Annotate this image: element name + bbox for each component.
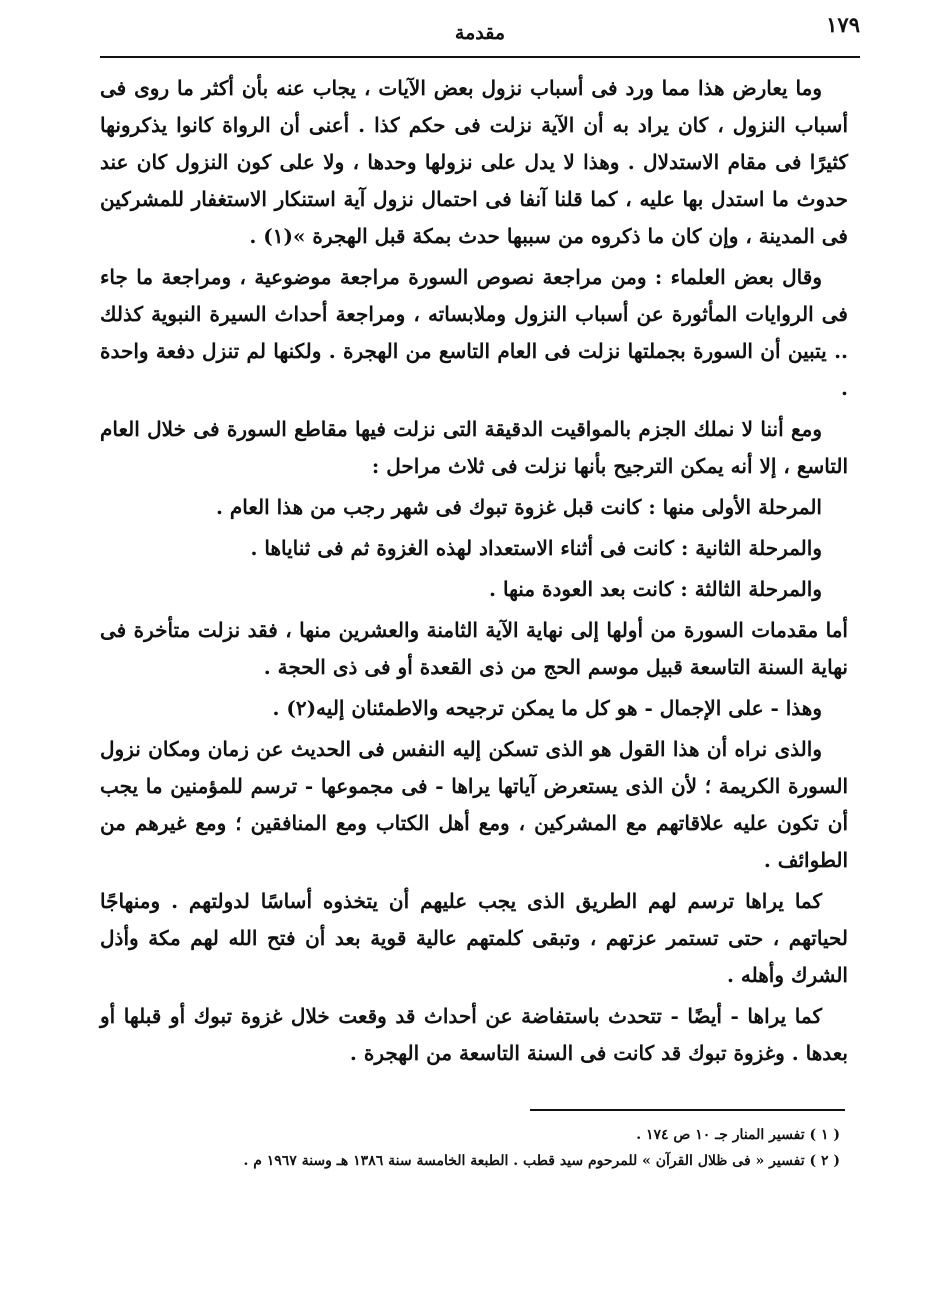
footnote-rule xyxy=(530,1109,845,1111)
paragraph: وهذا - على الإجمال - هو كل ما يمكن ترجيحه والاطمئنان إليه(٢) . xyxy=(272,696,822,720)
paragraph: وقال بعض العلماء : ومن مراجعة نصوص السورة مراجعة موضوعية ، ومراجعة ما جاء فى الروايات المأثورة عن أسباب النزول وملابساته ، ومراجعة أحداث السيرة النبوية كذلك .. يتبين أن السورة بجملتها نزلت فى العام التاسع من الهجرة . ولكنها لم تنزل دفعة واحدة . xyxy=(100,265,848,400)
paragraph: وما يعارض هذا مما ورد فى أسباب نزول بعض الآيات ، يجاب عنه بأن أكثر ما روى فى أسباب النزول ، كان يراد به أن الآية نزلت فى حكم كذا . أعنى أن الرواة كانوا يذكرونها كثيرًا فى مقام الاستدلال . وهذا لا يدل على نزولها وحدها ، ولا على كون النزول كان عند حدوث ما استدل بها عليه ، كما قلنا آنفا فى احتمال نزول آية استنكار الاستغفار للمشركين فى المدينة ، وإن كان ما ذكروه من سببها حدث بمكة قبل الهجرة »(١) . xyxy=(100,76,848,248)
running-title: مقدمة xyxy=(454,22,506,44)
paragraph: ومع أننا لا نملك الجزم بالمواقيت الدقيقة التى نزلت فيها مقاطع السورة فى خلال العام التاسع ، إلا أنه يمكن الترجيح بأنها نزلت فى ثلاث مراحل : xyxy=(100,417,848,478)
paragraph: والذى نراه أن هذا القول هو الذى تسكن إليه النفس فى الحديث عن زمان ومكان نزول السورة الكريمة ؛ لأن الذى يستعرض آياتها يراها - فى مجموعها - ترسم للمؤمنين ما يجب أن تكون عليه علاقاتهم مع المشركين ، ومع أهل الكتاب ومع المنافقين ؛ ومع غيرهم من الطوائف . xyxy=(100,737,848,872)
body-text xyxy=(100,70,848,1076)
header-rule xyxy=(100,56,860,58)
footnote: ( ٢ ) تفسير « فى ظلال القرآن » للمرحوم سيد قطب . الطبعة الخامسة سنة ١٣٨٦ هـ وسنة ١٩٦٧ م . xyxy=(243,1153,840,1169)
page-number: ١٧٩ xyxy=(826,12,860,37)
paragraph: كما يراها - أيضًا - تتحدث باستفاضة عن أحداث قد وقعت خلال غزوة تبوك أو قبلها أو بعدها . وغزوة تبوك قد كانت فى السنة التاسعة من الهجرة . xyxy=(100,1004,848,1065)
page-header xyxy=(100,8,860,48)
paragraph: المرحلة الأولى منها : كانت قبل غزوة تبوك فى شهر رجب من هذا العام . xyxy=(215,495,822,519)
paragraph: والمرحلة الثالثة : كانت بعد العودة منها . xyxy=(489,577,822,601)
paragraph: أما مقدمات السورة من أولها إلى نهاية الآية الثامنة والعشرين منها ، فقد نزلت متأخرة فى نهاية السنة التاسعة قبيل موسم الحج من ذى القعدة أو فى ذى الحجة . xyxy=(100,618,848,679)
footnote: ( ١ ) تفسير المنار جـ ١٠ ص ١٧٤ . xyxy=(636,1127,840,1143)
footnotes xyxy=(140,1122,840,1174)
paragraph: كما يراها ترسم لهم الطريق الذى يجب عليهم أن يتخذوه أساسًا لدولتهم . ومنهاجًا لحياتهم ، حتى تستمر عزتهم ، وتبقى كلمتهم عالية قوية بعد أن فتح الله لهم مكة وأذل الشرك وأهله . xyxy=(100,889,848,987)
paragraph: والمرحلة الثانية : كانت فى أثناء الاستعداد لهذه الغزوة ثم فى ثناياها . xyxy=(250,536,822,560)
